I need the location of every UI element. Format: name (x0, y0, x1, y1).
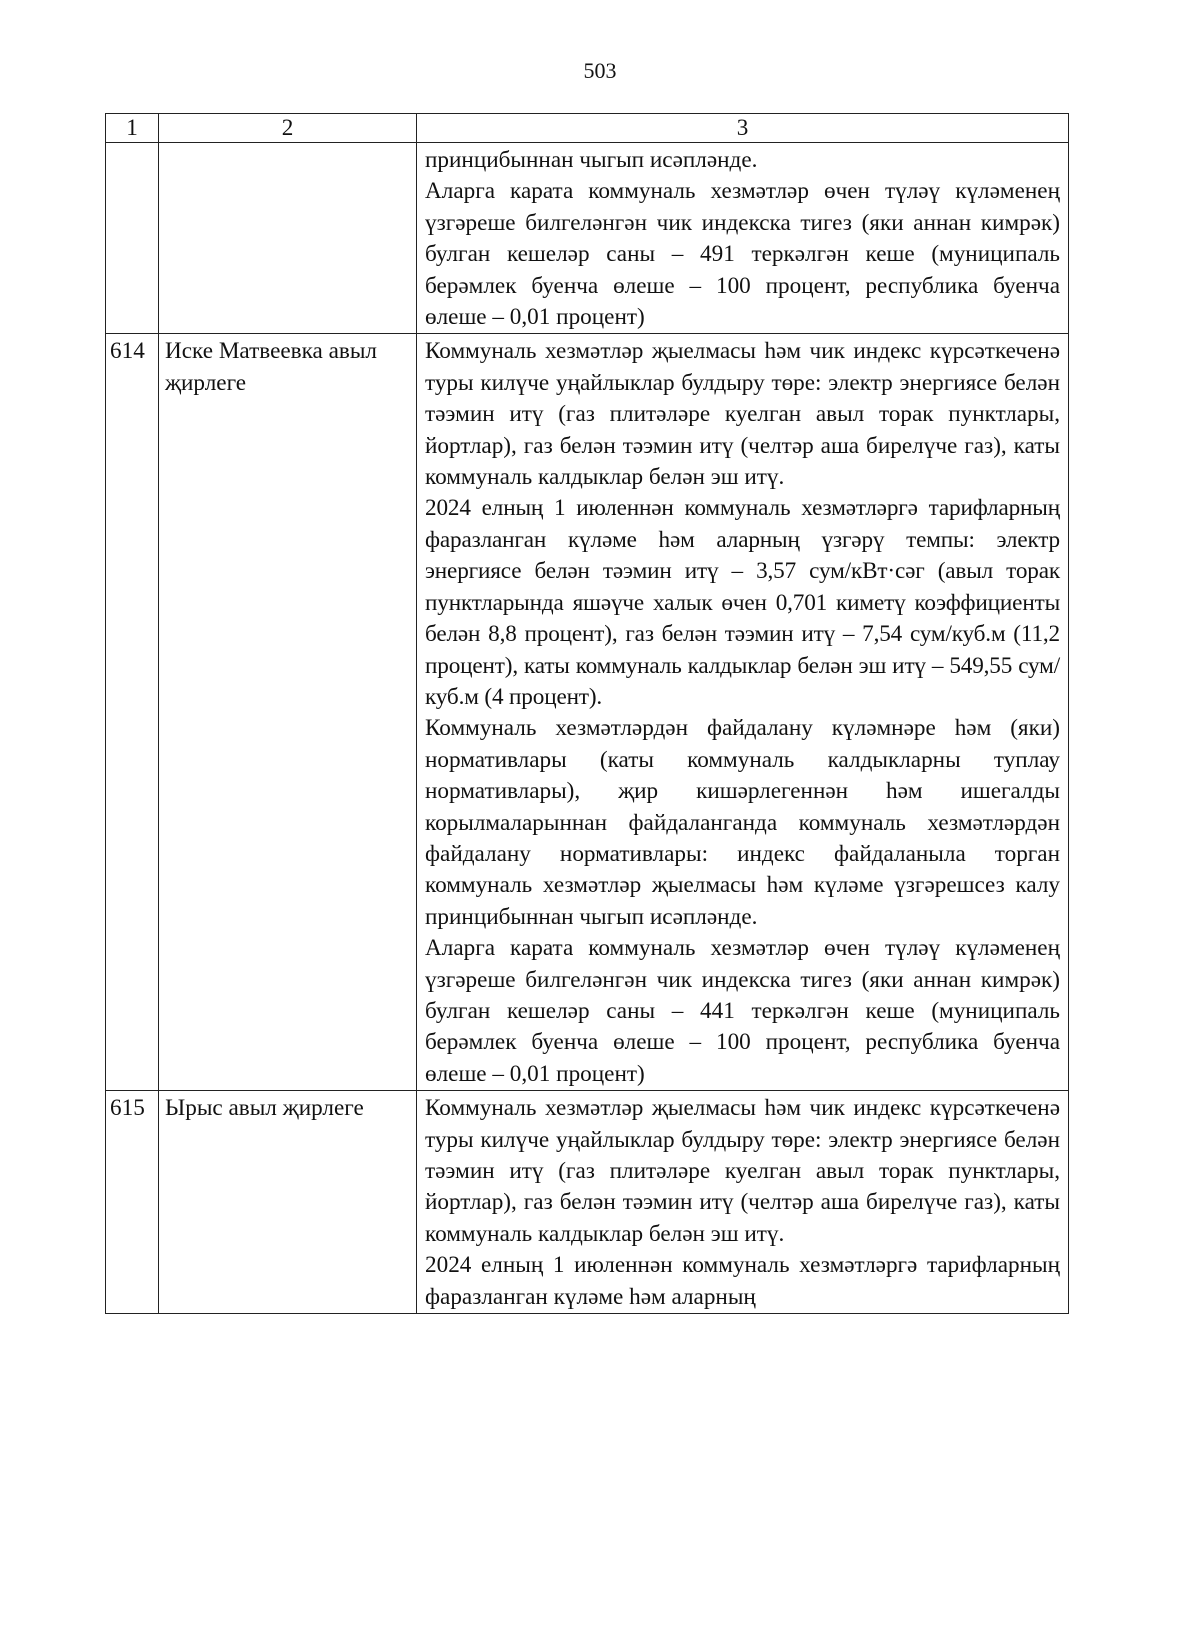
column-header-description: 3 (417, 114, 1069, 143)
settlement-name (159, 143, 417, 334)
description-cell (417, 143, 1069, 334)
description-cell (417, 334, 1069, 1091)
description-paragraph: 2024 елның 1 июленнән коммуналь хезмәтләргә тарифларның фаразланган күләме һәм аларның (425, 1252, 1060, 1310)
column-header-number: 1 (106, 114, 159, 143)
table-row (106, 334, 1069, 1091)
description-paragraph: Коммуналь хезмәтләр җыелмасы һәм чик индекс күрсәткеченә туры килүче уңайлыклар булдыру төре: электр энергиясе белән тәэмин итү (газ плитәләре куелган авыл торак пунктлары, йортлар), газ белән тәэмин итү (челтәр аша бирелүче газ), каты коммуналь калдыклар белән эш итү. (425, 338, 1060, 491)
settlement-name: Иске Матвеевка авыл җирлеге (159, 334, 417, 1091)
table-row (106, 143, 1069, 334)
row-number: 614 (106, 334, 159, 1091)
row-number: 615 (106, 1091, 159, 1314)
table-row (106, 1091, 1069, 1314)
tariff-table (105, 113, 1069, 1314)
description-paragraph: Аларга карата коммуналь хезмәтләр өчен түләү күләменең үзгәреше билгеләнгән чик индекска тигез (яки аннан кимрәк) булган кешеләр саны – 491 теркәлгән кеше (муниципаль берәмлек буенча өлеше – 100 процент, республика буенча өлеше – 0,01 процент) (425, 178, 1060, 331)
description-paragraph: Аларга карата коммуналь хезмәтләр өчен түләү күләменең үзгәреше билгеләнгән чик индекска тигез (яки аннан кимрәк) булган кешеләр саны – 441 теркәлгән кеше (муниципаль берәмлек буенча өлеше – 100 процент, республика буенча өлеше – 0,01 процент) (425, 935, 1060, 1087)
description-paragraph: Коммуналь хезмәтләр җыелмасы һәм чик индекс күрсәткеченә туры килүче уңайлыклар булдыру төре: электр энергиясе белән тәэмин итү (газ плитәләре куелган авыл торак пунктлары, йортлар), газ белән тәэмин итү (челтәр аша бирелүче газ), каты коммуналь калдыклар белән эш итү. (425, 1095, 1060, 1247)
column-header-settlement: 2 (159, 114, 417, 143)
description-paragraph: Коммуналь хезмәтләрдән файдалану күләмнәре һәм (яки) нормативлары (каты коммуналь калдыкларны туплау нормативлары), җир кишәрлегеннән һәм ишегалды корылмаларыннан файдаланганда коммуналь хезмәтләрдән файдалану нормативлары: индекс файдаланыла торган коммуналь хезмәтләр җыелмасы һәм күләме үзгәрешсез калу принцибыннан чыгып исәпләнде. (425, 715, 1060, 930)
table-header-row (106, 114, 1069, 143)
row-number (106, 143, 159, 334)
description-paragraph: 2024 елның 1 июленнән коммуналь хезмәтләргә тарифларның фаразланган күләме һәм аларның үзгәрү темпы: электр энергиясе белән тәэмин итү – 3,57 сум/кВт·сәг (авыл торак пунктларында яшәүче халык өчен 0,701 киметү коэффициенты белән 8,8 процент), газ белән тәэмин итү – 7,54 сум/куб.м (11,2 процент), каты коммуналь калдыклар белән эш итү – 549,55 сум/куб.м (4 процент). (425, 495, 1060, 710)
description-paragraph: принцибыннан чыгып исәпләнде. (425, 147, 758, 173)
description-cell (417, 1091, 1069, 1314)
page-number: 503 (583, 58, 617, 83)
settlement-name: Ырыс авыл җирлеге (159, 1091, 417, 1314)
